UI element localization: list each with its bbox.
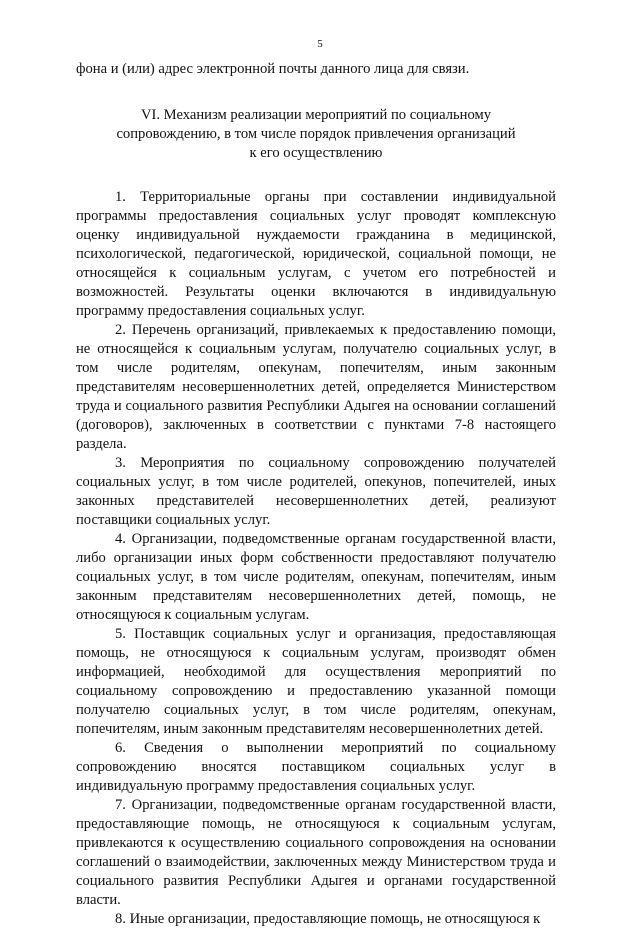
continuation-text: фона и (или) адрес электронной почты данного лица для связи. [76, 61, 470, 77]
paragraph-2: 2. Перечень организаций, привлекаемых к предоставлению помощи, не относящейся к социальным услугам, получателю социальных услуг, в том числе родителям, опекунам, попечителям, иным законным представителям несовершеннолетних детей, определяется Министерством труда и социального развития Республики Адыгея на основании соглашений (договоров), заключенных в соответствии с пунктами 7-8 настоящего раздела. [76, 322, 556, 452]
paragraph-1: 1. Территориальные органы при составлении индивидуальной программы предоставления социальных услуг проводят комплексную оценку индивидуальной нуждаемости гражданина в медицинской, психологической, педагогической, юридической, социальной помощи, не относящейся к социальным услугам, с учетом его потребностей и возможностей. Результаты оценки включаются в индивидуальную программу предоставления социальных услуг. [76, 189, 556, 319]
document-body [76, 60, 556, 929]
section-heading-line: к его осуществлению [249, 145, 383, 161]
section-heading-line: сопровождению, в том числе порядок привлечения организаций [116, 126, 516, 142]
page-number: 5 [317, 38, 323, 50]
paragraph-6: 6. Сведения о выполнении мероприятий по социальному сопровождению вносятся поставщиком социальных услуг в индивидуальную программу предоставления социальных услуг. [76, 740, 556, 794]
paragraph-7: 7. Организации, подведомственные органам государственной власти, предоставляющие помощь, не относящуюся к социальным услугам, привлекаются к осуществлению социального сопровождения на основании соглашений о взаимодействии, заключенных между Министерством труда и социального развития Республики Адыгея и органами государственной власти. [76, 797, 556, 908]
paragraph-4: 4. Организации, подведомственные органам государственной власти, либо организации иных форм собственности предоставляют получателю социальных услуг, в том числе родителям, опекунам, попечителям, иным законным представителям несовершеннолетних детей, помощь, не относящуюся к социальным услугам. [76, 531, 556, 623]
paragraph-8: 8. Иные организации, предоставляющие помощь, не относящуюся к [115, 911, 541, 927]
section-heading [76, 106, 556, 163]
section-heading-line: VI. Механизм реализации мероприятий по социальному [140, 107, 491, 123]
paragraph-5: 5. Поставщик социальных услуг и организация, предоставляющая помощь, не относящуюся к социальным услугам, производят обмен информацией, необходимой для осуществления мероприятий по социальному сопровождению и предоставлению указанной помощи получателю социальных услуг, в том числе родителям, опекунам, попечителям, иным законным представителям несовершеннолетних детей. [76, 626, 556, 737]
paragraph-3: 3. Мероприятия по социальному сопровождению получателей социальных услуг, в том числе родителей, опекунов, попечителей, иных законных представителей несовершеннолетних детей, реализуют поставщики социальных услуг. [76, 455, 556, 528]
